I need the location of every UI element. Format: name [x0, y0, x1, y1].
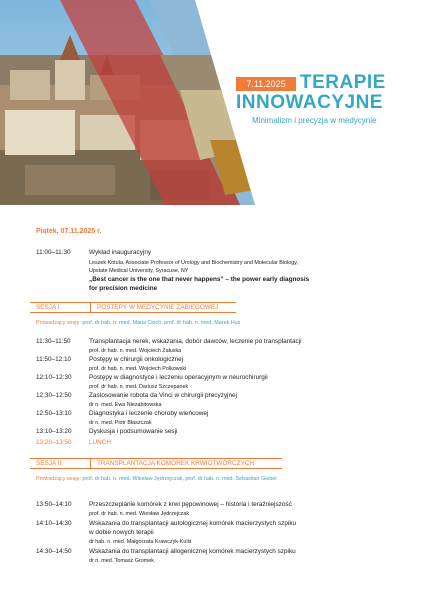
- speaker: dr n. med. Tomasz Gromek: [89, 558, 154, 564]
- session-2-header: [30, 458, 282, 469]
- talk-title: Wskazania do transplantacji allogenicznej komórek macierzystych szpiku: [89, 548, 296, 555]
- opening-topic-2: for precision medicine: [89, 285, 158, 292]
- opening-affiliation: Upstate Medical University, Syracuse, NY: [89, 268, 189, 274]
- moderators-names: prof. dr hab. n. med. Maria Cioch, prof. dr hab. n. med. Marek Hus: [82, 320, 241, 326]
- talk-title: Postępy w chirurgii onkologicznej: [89, 356, 184, 363]
- time: 12:30–12:50: [36, 392, 72, 399]
- subtitle: Minimalizm i precyzja w medycynie: [252, 116, 377, 125]
- moderators-label: Prowadzący sesję:: [36, 476, 81, 482]
- time: 12:10–12:30: [36, 374, 72, 381]
- talk-title: Postępy w diagnostyce i leczeniu operacyjnym w neurochirurgii: [89, 374, 268, 381]
- time: 11:30–11:50: [36, 338, 71, 345]
- session-1-title: POSTĘPY W MEDYCYNIE ZABIEGOWEJ: [97, 304, 219, 311]
- session-1-label: SESJA I: [36, 304, 60, 311]
- title-line-2: INNOWACYJNE: [236, 92, 383, 113]
- speaker: dr n. med. Piotr Błaszczak: [89, 420, 152, 426]
- day-heading: Piątek, 07.11.2025 r.: [36, 228, 102, 235]
- title-line-1: TERAPIE: [300, 72, 386, 93]
- speaker: dr n. med. Ewa Niezabitowska: [89, 402, 162, 408]
- speaker: prof. dr hab. n. med. Wojciech Załuska: [89, 348, 182, 354]
- speaker: prof. dr hab. n. med. Dariusz Szczepanek: [89, 384, 189, 390]
- speaker: prof. dr hab. n. med. Wojciech Polkowski: [89, 366, 187, 372]
- talk-title: Transplantacja nerek, wskazania, dobór dawców, leczenie po transplantacji: [89, 338, 302, 345]
- time: 12:50–13:10: [36, 410, 72, 417]
- speaker: dr hab. n. med. Małgorzata Krawczyk-Kuliś: [89, 539, 192, 545]
- session-2-moderators: [36, 476, 277, 482]
- talk-title: Dyskusja i podsumowanie sesji: [89, 428, 178, 435]
- time: 14:10–14:30: [36, 520, 72, 527]
- opening-topic-1: „Best cancer is the one that never happens” – the power early diagnosis: [89, 276, 310, 283]
- opening-speaker: Leszek Kotula, Associate Professor of Urology and Biochemistry and Molecular Biology,: [89, 260, 299, 266]
- divider: [90, 459, 91, 468]
- lunch-label: LUNCH: [89, 439, 112, 446]
- time: 11:00–11:30: [36, 249, 71, 256]
- talk-title: Przeszczepianie komórek z krwi pępowinowej – historia i teraźniejszość: [89, 501, 292, 508]
- session-1-header: [30, 302, 236, 313]
- time: 13:10–13:20: [36, 428, 72, 435]
- time: 14:30–14:50: [36, 548, 72, 555]
- moderators-label: Prowadzący sesję:: [36, 320, 81, 326]
- time: 13:20–13:50: [36, 439, 72, 446]
- talk-title-cont: w dobie nowych terapii: [89, 529, 154, 536]
- session-2-label: SESJA II: [36, 460, 62, 467]
- talk-title: Diagnostyka i leczenie choroby wieńcowej: [89, 410, 209, 417]
- opening-title: Wykład inauguracyjny: [89, 249, 152, 256]
- talk-title: Zastosowanie robota da Vinci w chirurgii precyzyjnej: [89, 392, 238, 399]
- date-badge: 7.11.2025: [236, 77, 296, 91]
- speaker: prof. dr hab. n. med. Wiesław Jędrzejczak: [89, 511, 190, 517]
- talk-title: Wskazania do transplantacji autologicznej komórek macierzystych szpiku: [89, 520, 297, 527]
- session-1-moderators: [36, 320, 240, 326]
- session-2-title: TRANSPLANTACJA KOMÓREK KRWIOTWÓRCZYCH: [97, 460, 255, 467]
- divider: [90, 303, 91, 312]
- moderators-names: prof. dr hab. n. med. Wiesław Jędrzejczak, prof. dr hab. n. med. Sebastian Giebel: [82, 476, 277, 482]
- time: 13:50–14:10: [36, 501, 72, 508]
- time: 11:50–12:10: [36, 356, 72, 363]
